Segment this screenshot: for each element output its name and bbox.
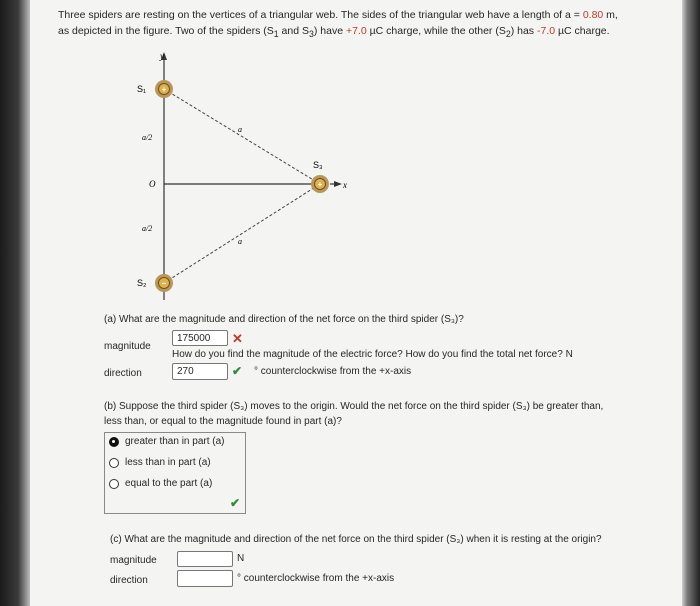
origin-label: O	[149, 179, 156, 189]
positive-charge-value: +7.0	[345, 25, 367, 37]
part-c-magnitude-input[interactable]	[177, 551, 233, 567]
x-axis-label: x	[343, 180, 347, 190]
part-a-direction-unit: ° counterclockwise from the +x-axis	[254, 366, 412, 377]
triangle-web-figure	[120, 48, 360, 306]
side-label-top: a	[238, 125, 242, 134]
problem-statement	[58, 7, 668, 42]
part-b-radio-greater[interactable]	[109, 437, 119, 447]
part-a-magnitude-label: magnitude	[104, 341, 151, 352]
s3-charge-sign: +	[317, 180, 323, 189]
part-b-question-line-2: less than, or equal to the magnitude found in part (a)?	[104, 416, 342, 427]
web-side-top	[164, 89, 320, 184]
side-label-bottom: a	[238, 237, 242, 246]
s1-label: S₁	[137, 84, 147, 94]
x-axis-arrow	[334, 181, 342, 187]
s1-charge-sign: +	[161, 85, 167, 94]
spider-s3	[311, 160, 329, 193]
s2-charge-sign: −	[161, 279, 167, 288]
part-c-question: (c) What are the magnitude and direction of the net force on the third spider (S₃) when it is resting at the origin?	[110, 534, 602, 545]
half-a-label-top: a/2	[142, 133, 153, 142]
web-side-bottom	[164, 184, 320, 283]
part-c-magnitude-unit: N	[237, 553, 245, 564]
part-c-direction-input[interactable]	[177, 570, 233, 587]
part-a-magnitude-input[interactable]: 175000	[172, 330, 228, 346]
problem-line-1: Three spiders are resting on the vertices of a triangular web. The sides of the triangular web have a length of a = 0.80 m,	[58, 9, 618, 21]
half-a-label-bottom: a/2	[142, 224, 153, 233]
part-b-option-equal[interactable]: equal to the part (a)	[125, 478, 213, 489]
spider-s1	[137, 80, 173, 98]
part-b-option-less[interactable]: less than in part (a)	[125, 457, 211, 468]
part-b-correct-icon: ✔	[230, 496, 241, 510]
part-a-direction-input[interactable]: 270	[172, 363, 228, 380]
part-b-option-greater[interactable]: greater than in part (a)	[125, 436, 225, 447]
part-b-radio-equal[interactable]	[109, 479, 119, 489]
part-b-radio-less[interactable]	[109, 458, 119, 468]
part-a-direction-label: direction	[104, 368, 142, 379]
side-length-value: 0.80	[582, 9, 604, 21]
part-a-magnitude-incorrect-icon: ✕	[232, 331, 243, 346]
s3-label: S₃	[313, 160, 323, 170]
s2-label: S₂	[137, 278, 147, 288]
problem-line-2: as depicted in the figure. Two of the spiders ($S_1$ and $S_3$) have +7.0 µC charge, while the other $(S_2)$ has -7.0 µC charge.	[58, 25, 610, 40]
part-c-magnitude-label: magnitude	[110, 555, 157, 566]
part-a-hint: How do you find the magnitude of the electric force? How do you find the total net force? N	[172, 349, 573, 360]
part-b-question-line-1: (b) Suppose the third spider (S₃) moves to the origin. Would the net force on the third spider (S₃) be greater than,	[104, 401, 604, 412]
right-shadow	[682, 0, 700, 606]
part-a-question: (a) What are the magnitude and direction of the net force on the third spider (S₃)?	[104, 314, 464, 325]
y-axis-label: y	[160, 51, 164, 61]
part-c-direction-unit: ° counterclockwise from the +x-axis	[237, 573, 395, 584]
left-shadow	[0, 0, 30, 606]
part-c-direction-label: direction	[110, 575, 148, 586]
negative-charge-value: -7.0	[536, 25, 556, 37]
part-a-direction-correct-icon: ✔	[232, 364, 243, 378]
spider-s2	[137, 274, 173, 292]
